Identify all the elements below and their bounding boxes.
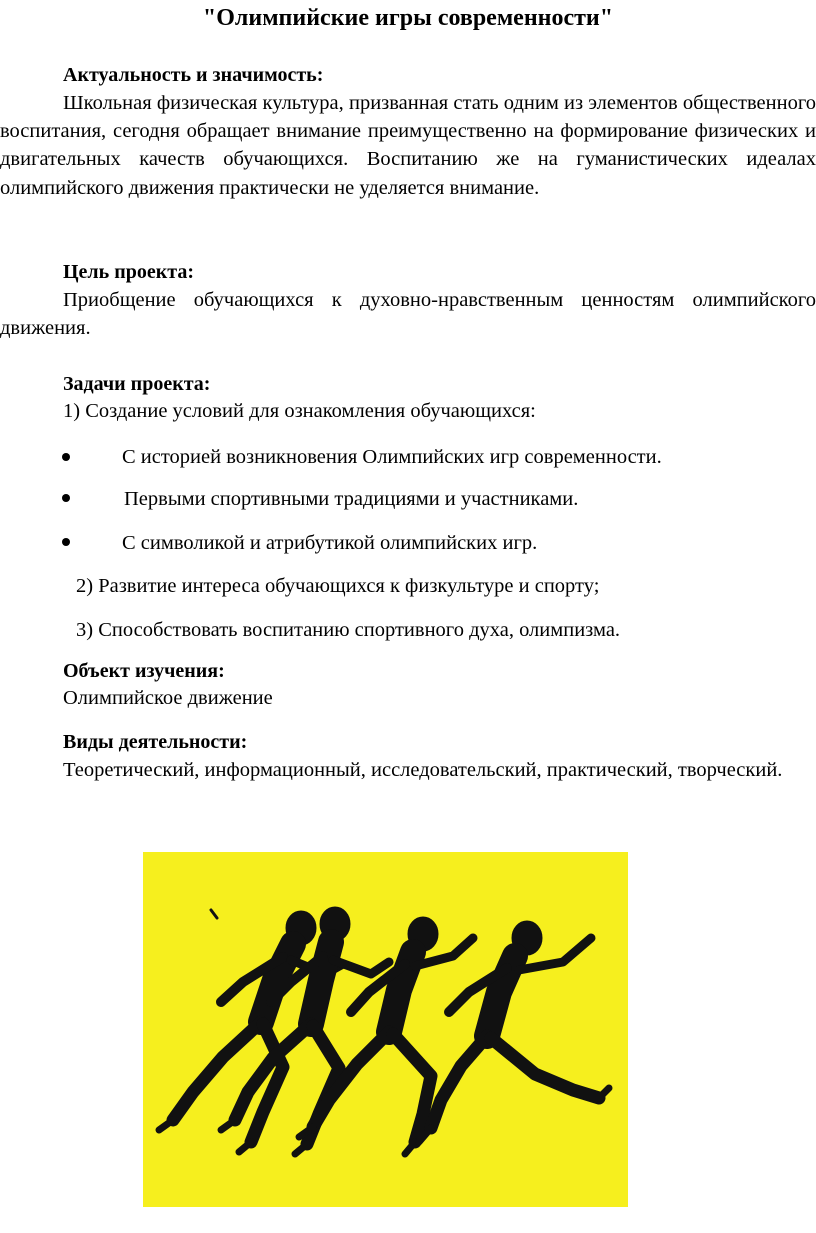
goal-heading: Цель проекта: <box>63 261 195 283</box>
task-bullet-1: С историей возникновения Олимпийских игр современности. <box>122 446 662 468</box>
bullet-marker <box>62 494 70 502</box>
task-bullet-3: С символикой и атрибутикой олимпийских игр. <box>122 532 538 554</box>
task-bullet-2: Первыми спортивными традициями и участниками. <box>124 488 579 510</box>
activities-text: Теоретический, информационный, исследовательский, практический, творческий. <box>63 759 783 781</box>
relevance-text: Школьная физическая культура, призванная стать одним из элементов общественного воспитания, сегодня обращает внимание преимущественно на формирование физических и двигательных качеств обучающихся. Воспитанию же на гуманистических идеалах олимпийского движения практически не уделяется внимание. <box>0 92 816 199</box>
task-item-3: 3) Способствовать воспитанию спортивного духа, олимпизма. <box>76 619 621 641</box>
object-text: Олимпийское движение <box>63 687 273 709</box>
task-item-2: 2) Развитие интереса обучающихся к физкультуре и спорту; <box>76 575 600 597</box>
object-heading: Объект изучения: <box>63 660 225 682</box>
greek-runners-illustration <box>143 852 628 1207</box>
tasks-intro: 1) Создание условий для ознакомления обучающихся: <box>63 400 536 422</box>
page-title: "Олимпийские игры современности" <box>202 5 614 31</box>
tasks-heading: Задачи проекта: <box>63 373 211 395</box>
bullet-marker <box>62 453 70 461</box>
goal-text: Приобщение обучающихся к духовно-нравственным ценностям олимпийского движения. <box>0 289 816 340</box>
activities-heading: Виды деятельности: <box>63 731 248 753</box>
relevance-heading: Актуальность и значимость: <box>63 64 324 86</box>
bullet-marker <box>62 538 70 546</box>
